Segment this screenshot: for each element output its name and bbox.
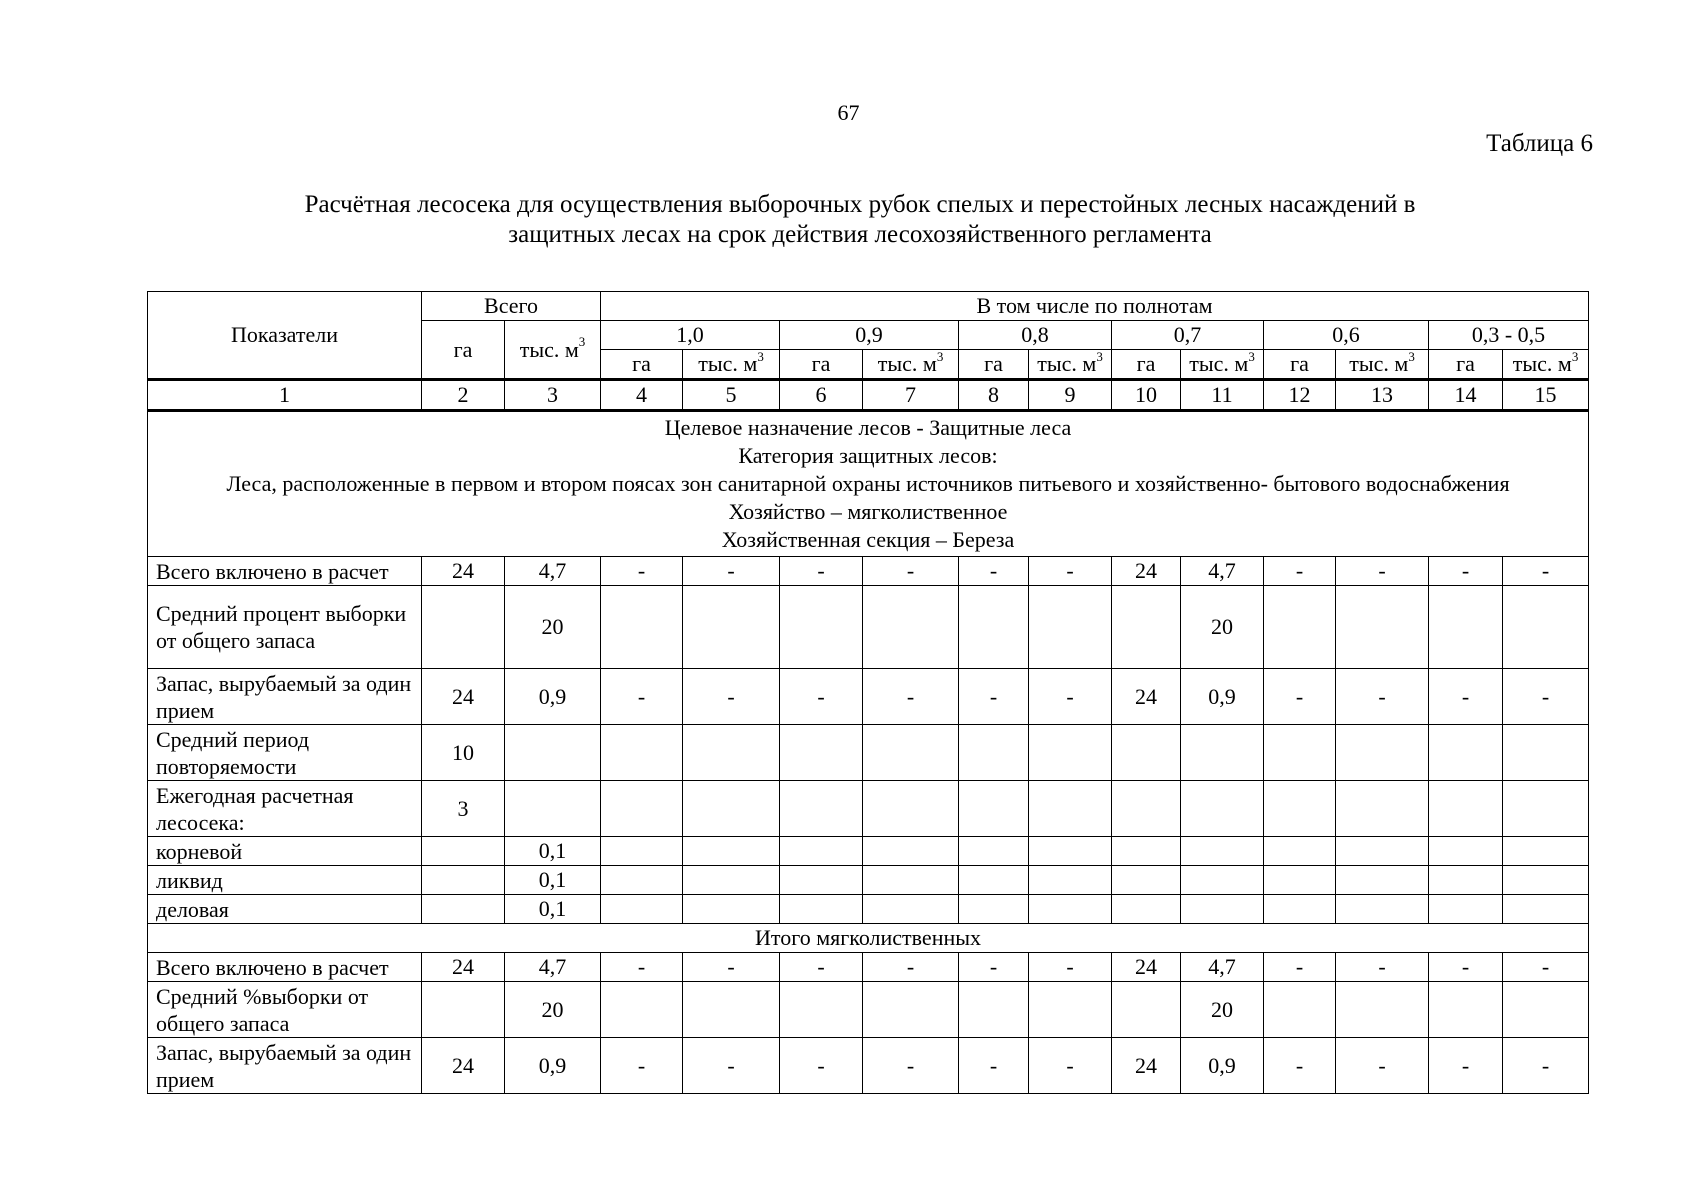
table-cell: - [1029, 1038, 1112, 1094]
header-thousand-m3: тыс. $м^3$ [1029, 350, 1112, 380]
table-cell: - [959, 1038, 1029, 1094]
table-cell [422, 866, 505, 895]
table-cell: 0,9 [1181, 669, 1264, 725]
table-row [148, 557, 1589, 586]
table-cell [1503, 837, 1589, 866]
table-cell [505, 781, 601, 837]
table-cell: 4,7 [505, 953, 601, 982]
header-density-4: 0,6 [1264, 321, 1429, 350]
table-cell: - [601, 953, 683, 982]
header-density-2: 0,8 [959, 321, 1112, 350]
header-ha: га [1264, 350, 1336, 380]
row-label: Всего включено в расчет [148, 953, 422, 982]
table-cell: - [1503, 953, 1589, 982]
table-cell: - [683, 557, 780, 586]
column-number: 3 [505, 380, 601, 411]
table-cell [1181, 837, 1264, 866]
row-label: Средний процент выборки от общего запаса [148, 586, 422, 669]
table-cell [601, 866, 683, 895]
table-cell: - [1336, 669, 1429, 725]
header-density-5: 0,3 - 0,5 [1429, 321, 1589, 350]
row-label: Всего включено в расчет [148, 557, 422, 586]
table-cell: - [1503, 1038, 1589, 1094]
table-cell [1029, 725, 1112, 781]
table-cell: - [683, 1038, 780, 1094]
table-cell [683, 586, 780, 669]
row-label: ликвид [148, 866, 422, 895]
table-cell: 20 [505, 586, 601, 669]
table-cell [1336, 982, 1429, 1038]
header-thousand-m3: тыс. $м^3$ [1181, 350, 1264, 380]
table-cell [683, 837, 780, 866]
table-cell [422, 895, 505, 924]
header-thousand-m3: тыс. $м^3$ [1503, 350, 1589, 380]
table-cell: - [1503, 557, 1589, 586]
table-row [148, 837, 1589, 866]
table-row [148, 953, 1589, 982]
table-cell: - [863, 557, 959, 586]
table-cell [863, 866, 959, 895]
column-number: 9 [1029, 380, 1112, 411]
table-cell [1112, 837, 1181, 866]
table-cell [959, 586, 1029, 669]
table-cell [1503, 895, 1589, 924]
header-thousand-m3: тыс. $м^3$ [683, 350, 780, 380]
table-cell: - [1264, 953, 1336, 982]
header-total-ha: га [422, 321, 505, 380]
table-cell [1029, 895, 1112, 924]
column-number: 14 [1429, 380, 1503, 411]
table-cell: - [863, 953, 959, 982]
table-cell: - [780, 953, 863, 982]
table-cell: - [780, 669, 863, 725]
table-cell [422, 982, 505, 1038]
table-cell: 4,7 [505, 557, 601, 586]
table-cell: - [780, 557, 863, 586]
table-cell [1029, 866, 1112, 895]
table-row [148, 1038, 1589, 1094]
table-cell [1029, 837, 1112, 866]
table-row [148, 866, 1589, 895]
table-cell: 0,1 [505, 866, 601, 895]
table-cell [1112, 586, 1181, 669]
table-cell: - [959, 953, 1029, 982]
table-cell [601, 895, 683, 924]
table-cell [1029, 982, 1112, 1038]
table-cell [780, 725, 863, 781]
row-label: корневой [148, 837, 422, 866]
table-cell: - [601, 669, 683, 725]
header-thousand-m3: тыс. $м^3$ [1336, 350, 1429, 380]
table-cell: 20 [1181, 586, 1264, 669]
table-cell [683, 781, 780, 837]
table-cell: - [780, 1038, 863, 1094]
table-label: Таблица 6 [1486, 130, 1593, 157]
table-cell: - [959, 557, 1029, 586]
header-indicators: Показатели [148, 292, 422, 380]
cutting-area-table [147, 291, 1589, 1094]
table-cell [1503, 866, 1589, 895]
header-ha: га [1429, 350, 1503, 380]
section-heading-line: Целевое назначение лесов - Защитные леса [664, 415, 1072, 440]
row-label: Ежегодная расчетная лесосека: [148, 781, 422, 837]
table-row [148, 725, 1589, 781]
table-cell: 0,9 [505, 669, 601, 725]
table-cell: 0,1 [505, 895, 601, 924]
table-cell [601, 725, 683, 781]
table-cell [1112, 725, 1181, 781]
table-row [148, 586, 1589, 669]
table-cell: 24 [1112, 953, 1181, 982]
table-cell [1264, 586, 1336, 669]
table-cell [863, 895, 959, 924]
table-title [140, 190, 1580, 250]
table-cell: - [1429, 1038, 1503, 1094]
table-cell: - [1336, 557, 1429, 586]
table-row [148, 982, 1589, 1038]
title-line-2: защитных лесах на срок действия лесохозяйственного регламента [508, 221, 1212, 248]
table-cell [780, 895, 863, 924]
header-ha: га [780, 350, 863, 380]
table-cell [863, 725, 959, 781]
table-cell [780, 837, 863, 866]
column-number: 2 [422, 380, 505, 411]
header-ha: га [959, 350, 1029, 380]
table-cell [959, 725, 1029, 781]
table-cell [780, 781, 863, 837]
table-cell: 20 [505, 982, 601, 1038]
column-number-row [148, 380, 1589, 411]
header-total-thousand-m3: тыс. $м^3$ [505, 321, 601, 380]
table-cell [1336, 866, 1429, 895]
table-cell: - [601, 1038, 683, 1094]
table-cell [780, 586, 863, 669]
header-density-1: 0,9 [780, 321, 959, 350]
header-ha: га [1112, 350, 1181, 380]
table-cell: - [1429, 953, 1503, 982]
table-cell [601, 837, 683, 866]
table-cell [683, 895, 780, 924]
column-number: 4 [601, 380, 683, 411]
column-number: 12 [1264, 380, 1336, 411]
column-number: 1 [148, 380, 422, 411]
table-cell: 0,9 [505, 1038, 601, 1094]
table-cell: 24 [422, 1038, 505, 1094]
table-row [148, 895, 1589, 924]
table-cell [601, 982, 683, 1038]
table-cell [1264, 982, 1336, 1038]
header-density-0: 1,0 [601, 321, 780, 350]
header-density-3: 0,7 [1112, 321, 1264, 350]
section-total-row [148, 924, 1589, 953]
table-cell [863, 982, 959, 1038]
table-cell: - [1336, 953, 1429, 982]
table-cell: 24 [1112, 669, 1181, 725]
table-cell [1336, 895, 1429, 924]
table-cell: - [1264, 669, 1336, 725]
table-cell [1181, 895, 1264, 924]
table-row [148, 781, 1589, 837]
column-number: 10 [1112, 380, 1181, 411]
table-cell [422, 586, 505, 669]
table-cell: - [959, 669, 1029, 725]
table-cell [1429, 982, 1503, 1038]
table-cell [1112, 781, 1181, 837]
table-cell [1429, 725, 1503, 781]
table-cell [1503, 781, 1589, 837]
table-cell: 24 [422, 669, 505, 725]
table-cell: - [683, 669, 780, 725]
table-cell [601, 586, 683, 669]
table-cell: - [1029, 953, 1112, 982]
table-cell: 10 [422, 725, 505, 781]
table-cell: - [1336, 1038, 1429, 1094]
table-cell: 24 [1112, 1038, 1181, 1094]
table-cell: 24 [422, 953, 505, 982]
section-heading-line: Хозяйственная секция – Береза [721, 527, 1015, 552]
table-cell [863, 837, 959, 866]
table-cell [1429, 895, 1503, 924]
table-cell [1336, 837, 1429, 866]
table-cell: 24 [1112, 557, 1181, 586]
table-cell [683, 725, 780, 781]
table-cell: 3 [422, 781, 505, 837]
table-cell [422, 837, 505, 866]
table-cell [1429, 837, 1503, 866]
section-heading-row [148, 411, 1589, 557]
table-cell [1181, 781, 1264, 837]
header-total: Всего [422, 292, 601, 321]
table-cell [780, 982, 863, 1038]
table-cell [1029, 781, 1112, 837]
table-cell: - [863, 669, 959, 725]
table-cell [1429, 866, 1503, 895]
row-label: Запас, вырубаемый за один прием [148, 669, 422, 725]
table-cell: - [1429, 669, 1503, 725]
table-cell [1336, 781, 1429, 837]
table-cell [1112, 895, 1181, 924]
table-cell [1181, 866, 1264, 895]
table-cell [1181, 725, 1264, 781]
table-cell [1112, 982, 1181, 1038]
table-cell [1503, 586, 1589, 669]
table-cell [1336, 725, 1429, 781]
row-label: Средний период повторяемости [148, 725, 422, 781]
table-cell [1112, 866, 1181, 895]
table-cell [1429, 586, 1503, 669]
table-cell [1264, 837, 1336, 866]
table-cell: 4,7 [1181, 557, 1264, 586]
section-heading-line: Леса, расположенные в первом и втором поясах зон санитарной охраны источников питьевого и хозяйственно- бытового водоснабжения [226, 471, 1510, 496]
section-heading-line: Хозяйство – мягколиственное [728, 499, 1008, 524]
section-total-title: Итого мягколиственных [148, 924, 1589, 953]
table-cell [1336, 586, 1429, 669]
header-thousand-m3: тыс. $м^3$ [863, 350, 959, 380]
header-ha: га [601, 350, 683, 380]
table-cell [1264, 895, 1336, 924]
row-label: Средний %выборки от общего запаса [148, 982, 422, 1038]
column-number: 5 [683, 380, 780, 411]
table-cell [1264, 866, 1336, 895]
column-number: 8 [959, 380, 1029, 411]
table-cell [601, 781, 683, 837]
table-cell [959, 866, 1029, 895]
section-heading [148, 411, 1589, 557]
table-cell [1264, 725, 1336, 781]
table-cell [959, 982, 1029, 1038]
section-heading-line: Категория защитных лесов: [738, 443, 998, 468]
header-including: В том числе по полнотам [601, 292, 1589, 321]
table-cell: 0,1 [505, 837, 601, 866]
table-cell: 0,9 [1181, 1038, 1264, 1094]
table-cell [959, 837, 1029, 866]
row-label: деловая [148, 895, 422, 924]
table-cell: - [1429, 557, 1503, 586]
table-cell: - [1029, 669, 1112, 725]
header-row-1 [148, 292, 1589, 321]
column-number: 11 [1181, 380, 1264, 411]
table-cell [863, 586, 959, 669]
table-cell [959, 895, 1029, 924]
table-cell: - [1264, 557, 1336, 586]
column-number: 7 [863, 380, 959, 411]
row-label: Запас, вырубаемый за один прием [148, 1038, 422, 1094]
table-cell [1264, 781, 1336, 837]
column-number: 13 [1336, 380, 1429, 411]
table-cell [1429, 781, 1503, 837]
table-cell [959, 781, 1029, 837]
table-cell: - [683, 953, 780, 982]
column-number: 15 [1503, 380, 1589, 411]
table-cell: - [1503, 669, 1589, 725]
table-cell: 4,7 [1181, 953, 1264, 982]
table-cell [863, 781, 959, 837]
table-cell [1503, 982, 1589, 1038]
table-cell [1503, 725, 1589, 781]
table-cell: - [1264, 1038, 1336, 1094]
page-number: 67 [837, 100, 860, 125]
table-row [148, 669, 1589, 725]
table-cell: 20 [1181, 982, 1264, 1038]
table-cell: - [601, 557, 683, 586]
table-cell [780, 866, 863, 895]
title-line-1: Расчётная лесосека для осуществления выборочных рубок спелых и перестойных лесных насаждений в [304, 191, 1416, 218]
table-cell: - [863, 1038, 959, 1094]
table-cell [1029, 586, 1112, 669]
table-cell: 24 [422, 557, 505, 586]
table-cell [683, 982, 780, 1038]
table-cell: - [1029, 557, 1112, 586]
table-cell [683, 866, 780, 895]
table-cell [505, 725, 601, 781]
column-number: 6 [780, 380, 863, 411]
